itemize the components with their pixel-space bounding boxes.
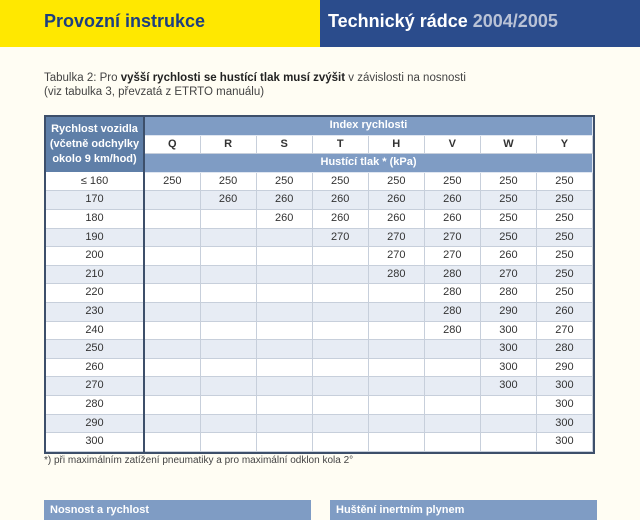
pressure-cell xyxy=(312,358,368,377)
pressure-cell: 290 xyxy=(480,302,536,321)
section-title: Provozní instrukce xyxy=(44,11,206,31)
pressure-cell xyxy=(200,284,256,303)
table-row xyxy=(46,284,593,303)
pressure-cell xyxy=(424,358,480,377)
pressure-cell: 250 xyxy=(536,172,592,191)
pressure-cell: 280 xyxy=(536,340,592,359)
pressure-cell xyxy=(256,340,312,359)
pressure-cell: 280 xyxy=(368,265,424,284)
pressure-table xyxy=(44,115,595,454)
pressure-cell xyxy=(312,302,368,321)
speed-index-letter: Y xyxy=(536,135,592,154)
pressure-cell: 280 xyxy=(424,284,480,303)
pressure-cell: 260 xyxy=(368,209,424,228)
section-box-inert-gas: Huštění inertním plynem xyxy=(330,500,597,520)
table-row xyxy=(46,395,593,414)
speed-index-letter: R xyxy=(200,135,256,154)
speed-cell: 220 xyxy=(46,284,144,303)
pressure-cell xyxy=(312,414,368,433)
pressure-cell: 250 xyxy=(144,172,200,191)
pressure-cell xyxy=(256,395,312,414)
pressure-cell: 260 xyxy=(424,191,480,210)
pressure-cell: 260 xyxy=(536,302,592,321)
pressure-cell: 300 xyxy=(536,395,592,414)
pressure-cell xyxy=(256,358,312,377)
pressure-cell: 300 xyxy=(536,433,592,452)
speed-cell: 260 xyxy=(46,358,144,377)
pressure-cell: 250 xyxy=(480,209,536,228)
pressure-cell xyxy=(200,340,256,359)
pressure-cell xyxy=(480,433,536,452)
pressure-cell: 270 xyxy=(312,228,368,247)
table-row xyxy=(46,302,593,321)
pressure-cell: 250 xyxy=(424,172,480,191)
pressure-cell xyxy=(424,433,480,452)
table-row xyxy=(46,358,593,377)
pressure-cell: 250 xyxy=(536,284,592,303)
speed-index-letter: V xyxy=(424,135,480,154)
pressure-cell xyxy=(144,265,200,284)
pressure-cell: 250 xyxy=(536,228,592,247)
pressure-cell xyxy=(144,358,200,377)
pressure-cell: 270 xyxy=(536,321,592,340)
pressure-cell xyxy=(200,377,256,396)
pressure-cell: 250 xyxy=(536,191,592,210)
pressure-cell xyxy=(144,302,200,321)
pressure-cell xyxy=(144,340,200,359)
table-row xyxy=(46,414,593,433)
caption-bold: vyšší rychlosti se hustící tlak musí zvýšit xyxy=(120,72,346,84)
pressure-cell xyxy=(200,302,256,321)
table-row xyxy=(46,433,593,452)
pressure-cell: 250 xyxy=(536,247,592,266)
pressure-cell: 300 xyxy=(480,377,536,396)
pressure-cell xyxy=(368,302,424,321)
speed-index-header: Index rychlosti xyxy=(144,117,593,135)
pressure-cell xyxy=(256,321,312,340)
pressure-cell xyxy=(312,265,368,284)
pressure-cell xyxy=(256,302,312,321)
pressure-cell xyxy=(144,377,200,396)
speed-cell: 170 xyxy=(46,191,144,210)
table-row xyxy=(46,377,593,396)
pressure-cell: 300 xyxy=(536,414,592,433)
speed-index-letter: T xyxy=(312,135,368,154)
table-row xyxy=(46,247,593,266)
pressure-cell: 300 xyxy=(480,321,536,340)
pressure-cell xyxy=(368,395,424,414)
caption-prefix: Tabulka 2: Pro xyxy=(44,72,121,84)
pressure-cell xyxy=(368,340,424,359)
table-row xyxy=(46,209,593,228)
pressure-cell: 300 xyxy=(480,358,536,377)
pressure-cell xyxy=(480,395,536,414)
pressure-cell: 280 xyxy=(424,321,480,340)
pressure-header: Hustící tlak * (kPa) xyxy=(144,154,593,173)
pressure-cell xyxy=(256,247,312,266)
table-row xyxy=(46,265,593,284)
pressure-cell xyxy=(424,414,480,433)
pressure-cell: 270 xyxy=(424,247,480,266)
pressure-cell xyxy=(424,377,480,396)
pressure-cell: 260 xyxy=(424,209,480,228)
pressure-cell xyxy=(480,414,536,433)
speed-index-letter: W xyxy=(480,135,536,154)
pressure-cell: 250 xyxy=(480,228,536,247)
caption-line2: (viz tabulka 3, převzatá z ETRTO manuálu) xyxy=(44,86,265,98)
speed-cell: ≤ 160 xyxy=(46,172,144,191)
pressure-cell: 300 xyxy=(480,340,536,359)
pressure-cell xyxy=(144,395,200,414)
pressure-cell: 260 xyxy=(200,191,256,210)
pressure-cell: 250 xyxy=(480,172,536,191)
pressure-cell: 270 xyxy=(424,228,480,247)
pressure-cell: 250 xyxy=(312,172,368,191)
pressure-cell xyxy=(256,433,312,452)
pressure-cell xyxy=(200,395,256,414)
pressure-cell xyxy=(312,247,368,266)
pressure-cell xyxy=(144,433,200,452)
pressure-cell xyxy=(368,414,424,433)
pressure-cell xyxy=(144,414,200,433)
speed-cell: 270 xyxy=(46,377,144,396)
table-row xyxy=(46,340,593,359)
speed-index-letter: Q xyxy=(144,135,200,154)
pressure-cell xyxy=(144,321,200,340)
section-box-load-speed: Nosnost a rychlost xyxy=(44,500,311,520)
pressure-cell xyxy=(200,433,256,452)
pressure-cell xyxy=(424,340,480,359)
speed-cell: 240 xyxy=(46,321,144,340)
pressure-cell: 250 xyxy=(200,172,256,191)
pressure-cell: 250 xyxy=(536,265,592,284)
pressure-cell xyxy=(368,433,424,452)
pressure-cell xyxy=(144,209,200,228)
pressure-cell: 300 xyxy=(536,377,592,396)
speed-cell: 250 xyxy=(46,340,144,359)
speed-cell: 280 xyxy=(46,395,144,414)
pressure-cell xyxy=(200,414,256,433)
pressure-cell xyxy=(200,247,256,266)
pressure-cell xyxy=(144,191,200,210)
pressure-cell xyxy=(368,321,424,340)
caption-suffix: v závislosti na nosnosti xyxy=(345,72,466,84)
pressure-cell xyxy=(144,228,200,247)
pressure-cell xyxy=(312,284,368,303)
speed-index-letter: H xyxy=(368,135,424,154)
pressure-cell xyxy=(368,284,424,303)
document-year: 2004/2005 xyxy=(472,11,558,31)
speed-cell: 190 xyxy=(46,228,144,247)
pressure-cell xyxy=(200,265,256,284)
pressure-cell xyxy=(312,395,368,414)
table-body xyxy=(46,172,593,451)
speed-cell: 200 xyxy=(46,247,144,266)
speed-cell: 300 xyxy=(46,433,144,452)
pressure-cell xyxy=(368,377,424,396)
pressure-cell xyxy=(312,340,368,359)
pressure-cell: 250 xyxy=(480,191,536,210)
speed-cell: 230 xyxy=(46,302,144,321)
pressure-cell: 270 xyxy=(368,247,424,266)
speed-cell: 180 xyxy=(46,209,144,228)
pressure-cell xyxy=(144,247,200,266)
table-row xyxy=(46,228,593,247)
document-title xyxy=(328,11,558,32)
pressure-cell xyxy=(368,358,424,377)
pressure-cell xyxy=(312,377,368,396)
document-title-text: Technický rádce xyxy=(328,11,468,31)
pressure-cell: 270 xyxy=(368,228,424,247)
table-row xyxy=(46,321,593,340)
pressure-cell: 280 xyxy=(424,302,480,321)
table-row xyxy=(46,191,593,210)
pressure-cell: 250 xyxy=(256,172,312,191)
speed-cell: 210 xyxy=(46,265,144,284)
pressure-cell: 260 xyxy=(312,209,368,228)
pressure-cell: 260 xyxy=(256,191,312,210)
speed-column-header: Rychlost vozidla (včetně odchylky okolo 9 km/hod) xyxy=(46,117,144,172)
pressure-cell xyxy=(200,358,256,377)
pressure-cell: 260 xyxy=(480,247,536,266)
speed-index-letter: S xyxy=(256,135,312,154)
pressure-cell xyxy=(144,284,200,303)
pressure-cell xyxy=(256,414,312,433)
pressure-cell: 250 xyxy=(536,209,592,228)
pressure-cell: 270 xyxy=(480,265,536,284)
pressure-cell xyxy=(256,228,312,247)
speed-cell: 290 xyxy=(46,414,144,433)
pressure-cell: 290 xyxy=(536,358,592,377)
pressure-cell xyxy=(256,377,312,396)
pressure-cell xyxy=(200,209,256,228)
footnote: *) při maximálním zatížení pneumatiky a pro maximální odklon kola 2° xyxy=(44,455,354,466)
pressure-cell xyxy=(200,228,256,247)
pressure-cell: 250 xyxy=(368,172,424,191)
pressure-cell: 260 xyxy=(368,191,424,210)
pressure-cell xyxy=(256,284,312,303)
pressure-cell: 260 xyxy=(256,209,312,228)
pressure-cell xyxy=(200,321,256,340)
pressure-cell: 280 xyxy=(424,265,480,284)
pressure-cell xyxy=(424,395,480,414)
pressure-cell: 280 xyxy=(480,284,536,303)
pressure-cell: 260 xyxy=(312,191,368,210)
pressure-cell xyxy=(312,433,368,452)
pressure-cell xyxy=(312,321,368,340)
table-row xyxy=(46,172,593,191)
table-caption xyxy=(44,71,604,99)
pressure-cell xyxy=(256,265,312,284)
